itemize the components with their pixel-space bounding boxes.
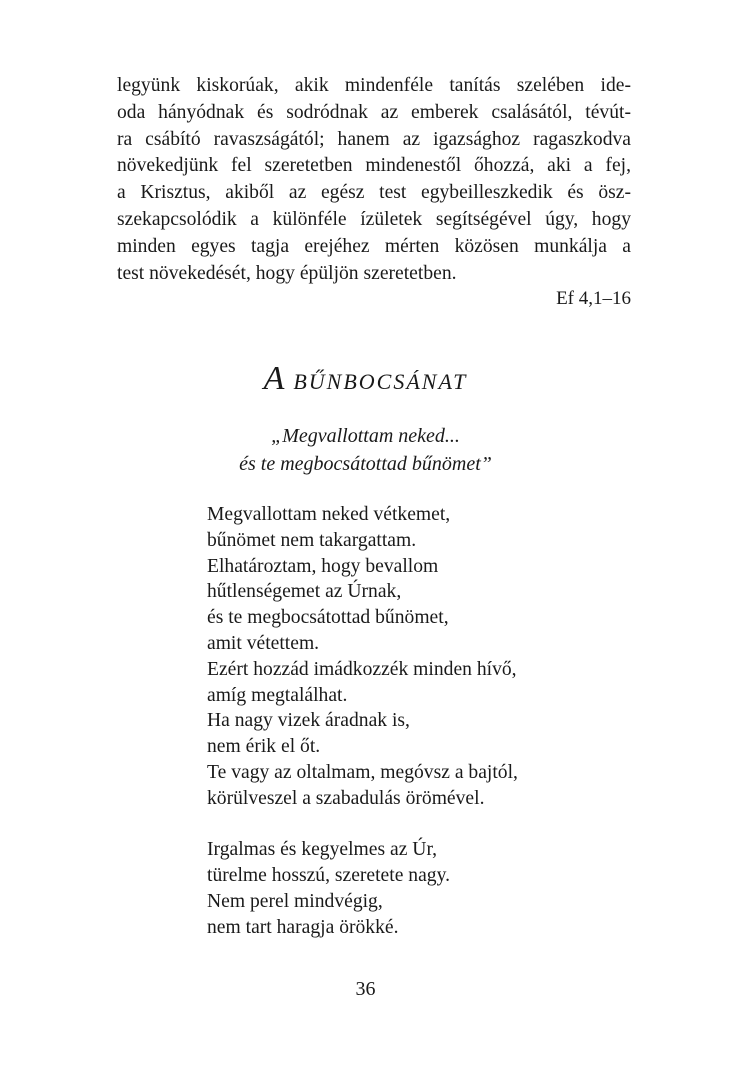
poem-line: Ha nagy vizek áradnak is, [207,710,410,732]
poem-line: bűnömet nem takargattam. [207,529,417,551]
poem-line: és te megbocsátottad bűnömet, [207,607,449,629]
stanza-break [207,812,518,838]
prose-paragraph [117,73,631,287]
prose-line: legyünk kiskorúak, akik mindenféle tanítás szelében ide- [117,75,631,96]
poem-line: Megvallottam neked vétkemet, [207,504,451,525]
poem-line: Nem perel mindvégig, [207,890,383,912]
poem [207,502,518,941]
poem-line: nem tart haragja örökké. [207,916,399,938]
prose-line: szekapcsolódik a különféle ízületek segítségével úgy, hogy [117,208,631,230]
poem-line: Elhatároztam, hogy bevallom [207,555,439,577]
poem-line: körülveszel a szabadulás örömével. [207,787,485,809]
section-subtitle [0,422,731,478]
prose-line: oda hányódnak és sodródnak az emberek csalásától, tévút- [117,101,631,123]
subtitle-line: „Megvallottam neked... [271,425,460,447]
poem-line: hűtlenségemet az Úrnak, [207,581,402,603]
poem-line: amíg megtalálhat. [207,684,348,706]
poem-line: Te vagy az oltalmam, megóvsz a bajtól, [207,761,518,783]
prose-line: a Krisztus, akiből az egész test egybeilleszkedik és ösz- [117,182,631,204]
section-title [0,357,731,404]
prose-line: növekedjünk fel szeretetben mindenestől őhozzá, aki a fej, [117,155,631,177]
poem-line: Ezért hozzád imádkozzék minden hívő, [207,658,517,680]
scripture-reference: Ef 4,1–16 [556,288,631,309]
title-initial: A [263,360,285,397]
page-number: 36 [355,978,376,1000]
prose-line: ra csábító ravaszságától; hanem az igazsághoz ragaszkodva [117,128,631,150]
title-rest: BŰNBOCSÁNAT [293,369,468,394]
subtitle-line: és te megbocsátottad bűnömet” [239,453,492,475]
poem-line: türelme hosszú, szeretete nagy. [207,865,451,887]
poem-line: amit vétettem. [207,632,320,654]
poem-line: nem érik el őt. [207,736,321,758]
prose-line: test növekedését, hogy épüljön szeretetben. [117,262,457,284]
prose-line: minden egyes tagja erejéhez mérten közösen munkálja a [117,235,631,257]
poem-line: Irgalmas és kegyelmes az Úr, [207,839,438,861]
